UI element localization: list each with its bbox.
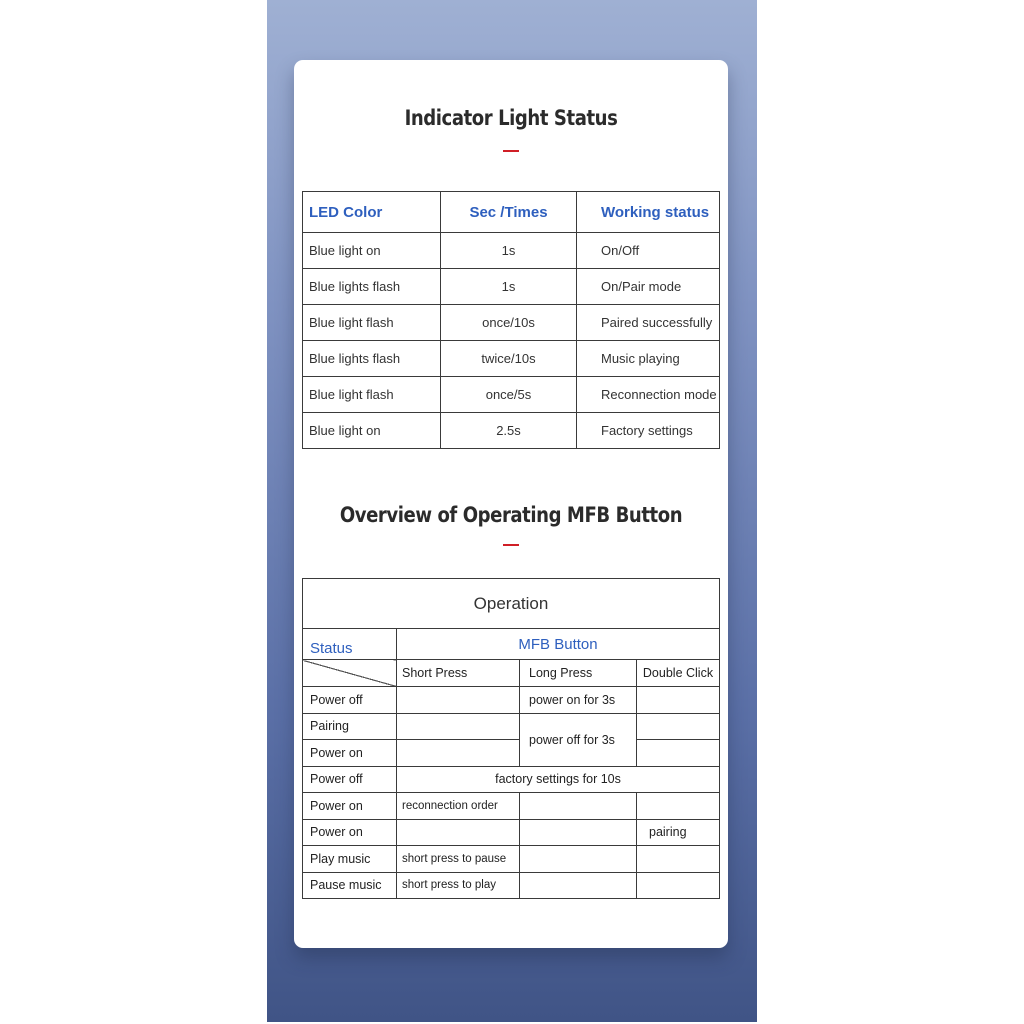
table-row [303, 305, 720, 341]
empty-cell [637, 793, 720, 820]
table-row [303, 819, 720, 846]
sec-times-cell: twice/10s [441, 341, 577, 377]
empty-cell [397, 687, 520, 714]
short-press-cell: short press to play [397, 872, 520, 899]
operation-title: Overview of Operating MFB Button [339, 503, 683, 527]
working-status-cell: Factory settings [577, 413, 720, 449]
working-status-cell: Music playing [577, 341, 720, 377]
content-card [294, 60, 728, 948]
status-cell: Power on [303, 740, 397, 767]
led-color-cell: Blue lights flash [303, 269, 441, 305]
led-color-cell: Blue light on [303, 413, 441, 449]
table-row [303, 413, 720, 449]
short-press-cell: reconnection order [397, 793, 520, 820]
empty-cell [520, 819, 637, 846]
indicator-title: Indicator Light Status [404, 106, 618, 130]
empty-cell [397, 740, 520, 767]
empty-cell [637, 687, 720, 714]
sec-times-cell: 1s [441, 233, 577, 269]
table-subheader-row [303, 660, 720, 687]
table-row [303, 766, 720, 793]
short-press-cell: short press to pause [397, 846, 520, 873]
led-color-cell: Blue light flash [303, 305, 441, 341]
status-cell: Power off [303, 687, 397, 714]
table-row [303, 793, 720, 820]
status-cell: Power on [303, 819, 397, 846]
table-row [303, 233, 720, 269]
table-header-row [303, 629, 720, 660]
operation-table [302, 578, 720, 899]
status-cell: Power on [303, 793, 397, 820]
led-color-cell: Blue light flash [303, 377, 441, 413]
operation-table-title: Operation [303, 579, 720, 629]
table-row [303, 846, 720, 873]
diagonal-corner-cell [303, 660, 397, 687]
long-press-cell: power on for 3s [520, 687, 637, 714]
working-status-cell: Paired successfully [577, 305, 720, 341]
status-cell: Power off [303, 766, 397, 793]
table-row [303, 740, 720, 767]
title-accent-line [503, 150, 519, 152]
working-status-cell: Reconnection mode [577, 377, 720, 413]
double-click-header: Double Click [637, 660, 720, 687]
status-cell: Play music [303, 846, 397, 873]
mfb-button-header: MFB Button [397, 629, 720, 660]
empty-cell [637, 872, 720, 899]
led-color-cell: Blue light on [303, 233, 441, 269]
table-row [303, 713, 720, 740]
empty-cell [637, 713, 720, 740]
sec-times-cell: 2.5s [441, 413, 577, 449]
table-header-row [303, 192, 720, 233]
empty-cell [520, 793, 637, 820]
table-row [303, 872, 720, 899]
header-sec-times: Sec /Times [441, 192, 577, 233]
table-row [303, 269, 720, 305]
long-press-header: Long Press [520, 660, 637, 687]
empty-cell [397, 819, 520, 846]
working-status-cell: On/Pair mode [577, 269, 720, 305]
empty-cell [637, 846, 720, 873]
status-cell: Pairing [303, 713, 397, 740]
short-press-header: Short Press [397, 660, 520, 687]
empty-cell [397, 713, 520, 740]
indicator-table [302, 191, 720, 449]
working-status-cell: On/Off [577, 233, 720, 269]
long-press-cell: power off for 3s [520, 713, 637, 766]
table-row [303, 377, 720, 413]
title-accent-line [503, 544, 519, 546]
header-working-status: Working status [577, 192, 720, 233]
table-title-row [303, 579, 720, 629]
empty-cell [520, 872, 637, 899]
header-led-color: LED Color [303, 192, 441, 233]
sec-times-cell: 1s [441, 269, 577, 305]
double-click-cell: pairing [637, 819, 720, 846]
sec-times-cell: once/5s [441, 377, 577, 413]
table-row [303, 687, 720, 714]
empty-cell [637, 740, 720, 767]
sec-times-cell: once/10s [441, 305, 577, 341]
status-header: Status [303, 629, 397, 660]
led-color-cell: Blue lights flash [303, 341, 441, 377]
status-cell: Pause music [303, 872, 397, 899]
factory-settings-cell: factory settings for 10s [397, 766, 720, 793]
table-row [303, 341, 720, 377]
empty-cell [520, 846, 637, 873]
